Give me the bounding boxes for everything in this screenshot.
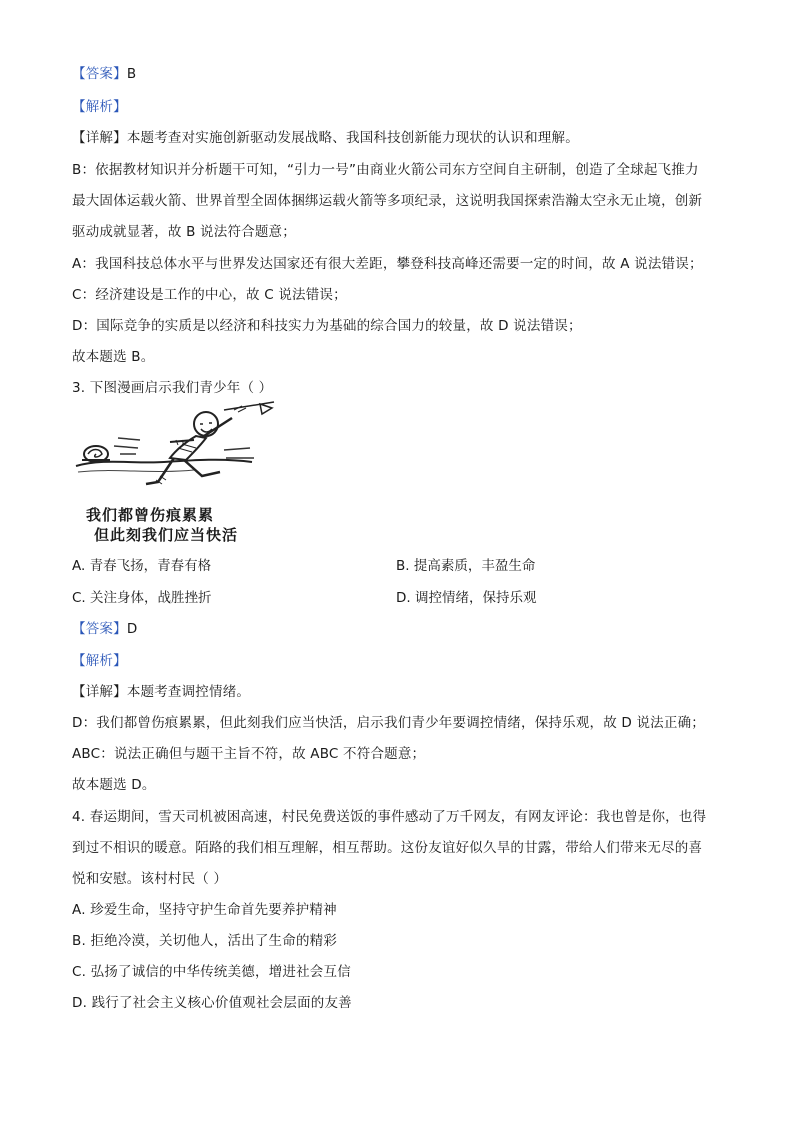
q2-line: 最大固体运载火箭、世界首型全固体捆绑运载火箭等多项纪录，这说明我国探索浩瀚太空永无止境，创新 bbox=[72, 193, 703, 209]
answer-tag: 【答案】 bbox=[72, 66, 127, 82]
q2-line: C：经济建设是工作的中心，故 C 说法错误； bbox=[72, 287, 347, 303]
q3-answer-line bbox=[72, 619, 722, 639]
q4-option-b: B. 拒绝冷漠，关切他人，活出了生命的精彩 bbox=[72, 933, 338, 949]
q2-line: B：依据教材知识并分析题干可知，“引力一号”由商业火箭公司东方空间自主研制，创造了全球起飞推力 bbox=[72, 162, 699, 178]
q4-stem-line: 到过不相识的暖意。陌路的我们相互理解，相互帮助。这份友谊好似久旱的甘露，带给人们带来无尽的喜 bbox=[72, 840, 703, 856]
q3-detail-line bbox=[72, 682, 722, 702]
q3-option-a: A. 青春飞扬，青春有格 bbox=[72, 558, 212, 574]
q4-stem-line: 4. 春运期间，雪天司机被困高速，村民免费送饭的事件感动了万千网友，有网友评论：我也曾是你，也得 bbox=[72, 809, 707, 825]
q4-stem-line: 悦和安慰。该村村民（ ） bbox=[72, 871, 228, 887]
q2-line: 驱动成就显著，故 B 说法符合题意； bbox=[72, 224, 296, 240]
detail-tag: 【详解】 bbox=[72, 684, 127, 700]
cartoon-caption-line-2: 但此刻我们应当快活 bbox=[94, 526, 239, 544]
q2-answer-line bbox=[72, 64, 722, 84]
detail-text: 本题考查调控情绪。 bbox=[126, 684, 251, 700]
q3-stem: 3. 下图漫画启示我们青少年（ ） bbox=[72, 380, 273, 396]
q3-line: ABC：说法正确但与题干主旨不符，故 ABC 不符合题意； bbox=[72, 746, 426, 762]
q2-detail-line bbox=[72, 128, 722, 148]
q3-line: 故本题选 D。 bbox=[72, 777, 156, 793]
answer-value: D bbox=[126, 621, 138, 637]
answer-value: B bbox=[126, 66, 137, 82]
q2-line: 故本题选 B。 bbox=[72, 349, 155, 365]
q3-option-b: B. 提高素质，丰盈生命 bbox=[396, 558, 536, 574]
q3-line: D：我们都曾伤痕累累，但此刻我们应当快活，启示我们青少年要调控情绪，保持乐观，故 D 说法正确； bbox=[72, 715, 705, 731]
detail-tag: 【详解】 bbox=[72, 130, 127, 146]
detail-text: 本题考查对实施创新驱动发展战略、我国科技创新能力现状的认识和理解。 bbox=[126, 130, 579, 146]
q3-option-d: D. 调控情绪，保持乐观 bbox=[396, 590, 537, 606]
q4-option-a: A. 珍爱生命，坚持守护生命首先要养护精神 bbox=[72, 902, 337, 918]
q3-option-c: C. 关注身体，战胜挫折 bbox=[72, 590, 212, 606]
cartoon-caption-line-1: 我们都曾伤痕累累 bbox=[86, 506, 215, 524]
q2-analysis-heading bbox=[72, 97, 722, 117]
q2-line: A：我国科技总体水平与世界发达国家还有很大差距，攀登科技高峰还需要一定的时间，故 A 说法错误； bbox=[72, 256, 703, 272]
q3-analysis-heading bbox=[72, 651, 722, 671]
q4-option-c: C. 弘扬了诚信的中华传统美德，增进社会互信 bbox=[72, 964, 351, 980]
q2-line: D：国际竞争的实质是以经济和科技实力为基础的综合国力的较量，故 D 说法错误； bbox=[72, 318, 582, 334]
q4-option-d: D. 践行了社会主义核心价值观社会层面的友善 bbox=[72, 995, 352, 1011]
analysis-tag: 【解析】 bbox=[72, 99, 127, 115]
answer-tag: 【答案】 bbox=[72, 621, 127, 637]
analysis-tag: 【解析】 bbox=[72, 653, 127, 669]
